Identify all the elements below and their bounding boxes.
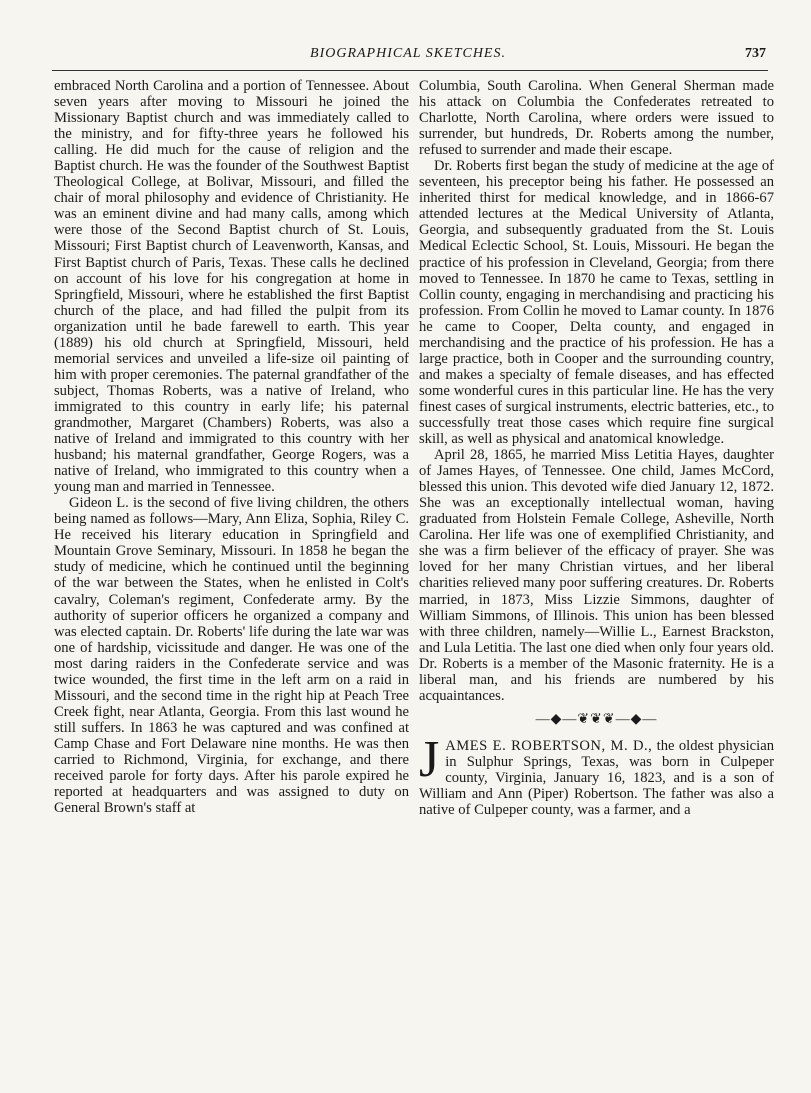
section-ornament: —◆—❦❦❦—◆— [535, 711, 658, 727]
left-column [54, 78, 409, 816]
paragraph: Columbia, South Carolina. When General Sherman made his attack on Columbia the Confederates retreated to Charlotte, North Carolina, where orders were issued to surrender, but hundreds, Dr. Roberts among the number, refused to surrender and made their escape. [419, 78, 774, 159]
paragraph: embraced North Carolina and a portion of Tennessee. About seven years after moving to Missouri he joined the Missionary Baptist church and was immediately called to the ministry, and for fifty-three years he followed his calling. He did much for the cause of religion and the Baptist church. He was the founder of the Southwest Baptist Theological College, at Bolivar, Missouri, and filled the chair of moral philosophy and evidence of Christianity. He was an eminent divine and had many calls, among which were those of the Second Baptist church of St. Louis, Missouri; First Baptist church of Leavenworth, Kansas, and First Baptist church of Paris, Texas. These calls he declined on account of his love for his congregation at home in Springfield, Missouri, where he established the first Baptist church of the place, and had filled the pulpit from its organization until he bade farewell to earth. This year (1889) his old church at Springfield, Missouri, held memorial services and unveiled a life-size oil painting of him with proper ceremonies. The paternal grandfather of the subject, Thomas Roberts, was a native of Ireland, who immigrated to this country in early life; his paternal grandmother, Margaret (Chambers) Roberts, was also a native of Ireland and immigrated to this country with her husband; his maternal grandfather, George Rogers, was a native of Ireland, who immigrated to this country when a young man and married in Tennessee. [54, 78, 409, 496]
header-rule [52, 70, 768, 71]
page-header [50, 46, 766, 70]
paragraph: Dr. Roberts first began the study of medicine at the age of seventeen, his preceptor being his father. He possessed an inherited thirst for medical knowledge, and in 1866-67 attended lectures at the Medical University of Atlanta, Georgia, and subsequently graduated from the St. Louis Medical Eclectic School, St. Louis, Missouri. He began the practice of his profession in Cleveland, Georgia; from there moved to Tennessee. In 1870 he came to Texas, settling in Collin county, engaging in merchandising and practicing his profession. From Collin he moved to Lamar county. In 1876 he came to Cooper, Delta county, and engaged in merchandising and the practice of his profession. He has a large practice, both in Cooper and the surrounding country, and makes a specialty of female diseases, and has effected some wonderful cures in this particular line. He has the very finest cases of surgical instruments, electric batteries, etc., to successfully treat those cases which require fine surgical skill, as well as physical and anatomical knowledge. [419, 158, 774, 448]
running-head: BIOGRAPHICAL SKETCHES. [310, 46, 506, 61]
paragraph: Gideon L. is the second of five living children, the others being named as follows—Mary, Ann Eliza, Sophia, Riley C. He received his literary education in Springfield and Mountain Grove Seminary, Missouri. In 1858 he began the study of medicine, which he continued until the beginning of the war between the States, when he enlisted in Colt's cavalry, Coleman's regiment, Confederate army. By the authority of superior officers he organized a company and was elected captain. Dr. Roberts' life during the late war was one of hardship, vicissitude and danger. He was one of the most daring raiders in the Confederate service and was twice wounded, the first time in the left arm on a raid in Missouri, and the second time in the right hip at Peach Tree Creek fight, near Atlanta, Georgia. From this last wound he still suffers. In 1863 he was captured and was confined at Camp Chase and Fort Delaware nine months. He was then carried to Richmond, Virginia, for exchange, and there received parole for forty days. After his parole expired he reported at headquarters and was assigned to duty on General Brown's staff at [54, 495, 409, 817]
drop-cap-initial: J [419, 730, 440, 788]
paragraph: April 28, 1865, he married Miss Letitia Hayes, daughter of James Hayes, of Tennessee. One child, James McCord, blessed this union. This devoted wife died January 12, 1872. She was an exceptionally intellectual woman, having graduated from Holstein Female College, Asheville, North Carolina. Her life was one of exemplified Christianity, and she was a firm believer of the efficacy of prayer. She was loved for her many Christian virtues, and her liberal charities relieved many poor suffering creatures. Dr. Roberts married, in 1873, Miss Lizzie Simmons, daughter of William Simmons, of Illinois. This union has been blessed with three children, namely—Willie L., Earnest Brackston, and Lula Letitia. The last one died when only four years old. Dr. Roberts is a member of the Masonic fraternity. He is a liberal man, and his friends are numbered by his acquaintances. [419, 447, 774, 704]
entry-text: the oldest physician in Sulphur Springs, Texas, was born in Culpeper county, Virginia, January 16, 1823, and is a son of William and Ann (Piper) Robertson. The father was also a native of Culpeper county, was a farmer, and a [419, 737, 774, 819]
entry-heading: AMES E. ROBERTSON, M. D., [445, 737, 653, 754]
page-number: 737 [745, 46, 766, 61]
right-column [419, 78, 774, 818]
biography-entry [419, 730, 774, 819]
